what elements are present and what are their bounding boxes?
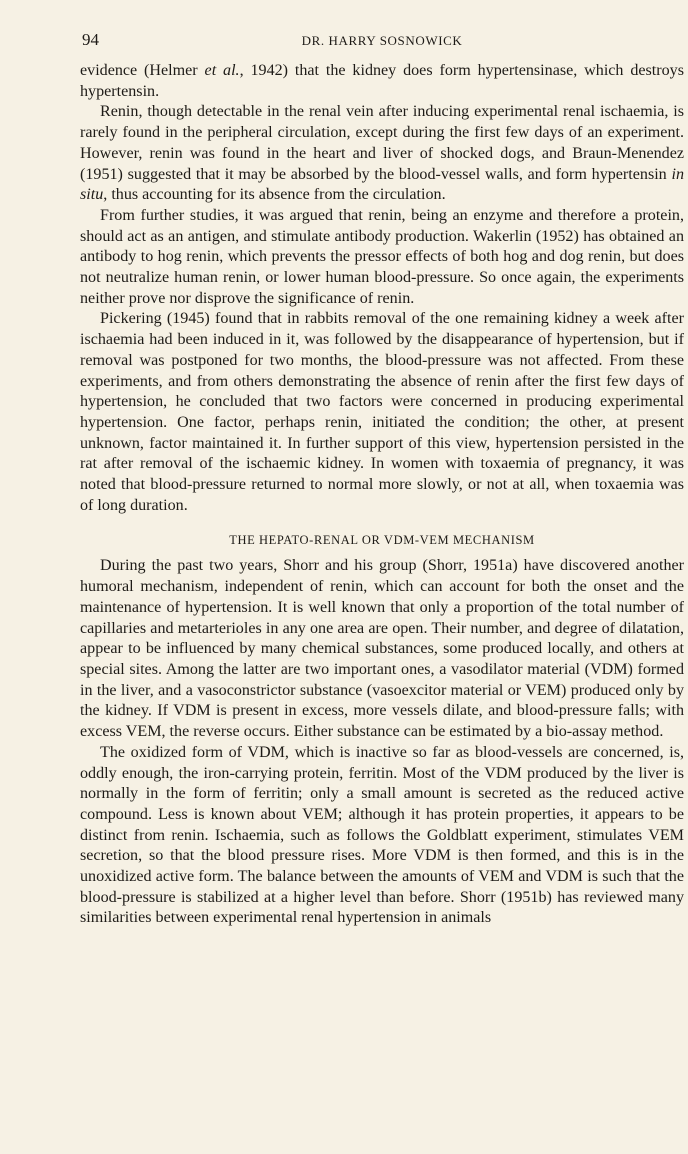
page-header <box>80 30 684 52</box>
running-head: DR. HARRY SOSNOWICK <box>301 33 463 48</box>
text-run: , 1942) that the kidney does form hypertensinase, which destroys hypertensin. <box>80 62 684 100</box>
page-number: 94 <box>82 30 99 49</box>
paragraph <box>80 61 684 102</box>
text-run: , thus accounting for its absence from the circulation. <box>103 186 446 204</box>
paragraph: From further studies, it was argued that renin, being an enzyme and therefore a protein, should act as an antigen, and stimulate antibody production. Wakerlin (1952) has obtained an antibody to hog renin, which prevents the pressor effects of both hog and dog renin, but does not neutralize human renin, or lower human blood-pressure. So once again, the experiments neither prove nor disprove the significance of renin. <box>80 206 684 307</box>
paragraph: The oxidized form of VDM, which is inactive so far as blood-vessels are concerned, is, oddly enough, the iron-carrying protein, ferritin. Most of the VDM produced by the liver is normally in the form of ferritin; only a small amount is secreted as the reduced active compound. Less is known about VEM; although it has protein properties, it appears to be distinct from renin. Ischaemia, such as follows the Goldblatt experiment, stimulates VEM secretion, so that the blood pressure rises. More VDM is then formed, and this is in the unoxidized active form. The balance between the amounts of VEM and VDM is such that the blood-pressure is stabilized at a higher level than before. Shorr (1951b) has reviewed many similarities between experimental renal hypertension in animals <box>80 743 684 927</box>
paragraph: During the past two years, Shorr and his group (Shorr, 1951a) have discovered another humoral mechanism, independent of renin, which can account for both the onset and the maintenance of hypertension. It is well known that only a proportion of the total number of capillaries and metarterioles in any one area are open. Their number, and degree of dilatation, appear to be influenced by many chemical substances, some produced locally, and others at special sites. Among the latter are two important ones, a vasodilator material (VDM) formed in the liver, and a vasoconstrictor substance (vasoexcitor material or VEM) produced only by the kidney. If VDM is present in excess, more vessels dilate, and blood-pressure falls; with excess VEM, the reverse occurs. Either substance can be estimated by a bio-assay method. <box>80 557 684 741</box>
paragraph: Pickering (1945) found that in rabbits removal of the one remaining kidney a week after ischaemia had been induced in it, was followed by the disappearance of hypertension, but if removal was postponed for two months, the blood-pressure was not affected. From these experiments, and from others demonstrating the absence of renin after the first few days of hypertension, he concluded that two factors were concerned in producing experimental hypertension. One factor, perhaps renin, initiated the condition; the other, at present unknown, factor maintained it. In further support of this view, hypertension persisted in the rat after removal of the ischaemic kidney. In women with toxaemia of pregnancy, it was noted that blood-pressure returned to normal more slowly, or not at all, when toxaemia was of long duration. <box>80 310 684 514</box>
text-run: Renin, though detectable in the renal vein after inducing experimental renal ischaemia, is rarely found in the peripheral circulation, except during the first few days of an experiment. However, renin was found in the heart and liver of shocked dogs, and Braun-Menendez (1951) suggested that it may be absorbed by the blood-vessel walls, and form hypertensin <box>80 103 684 183</box>
paragraph <box>80 102 684 206</box>
text-run: evidence (Helmer <box>80 62 205 79</box>
section-heading: THE HEPATO-RENAL OR VDM-VEM MECHANISM <box>229 533 535 548</box>
page-body <box>80 61 684 929</box>
italic-text: in situ <box>80 165 684 204</box>
italic-text: et al. <box>204 62 240 79</box>
